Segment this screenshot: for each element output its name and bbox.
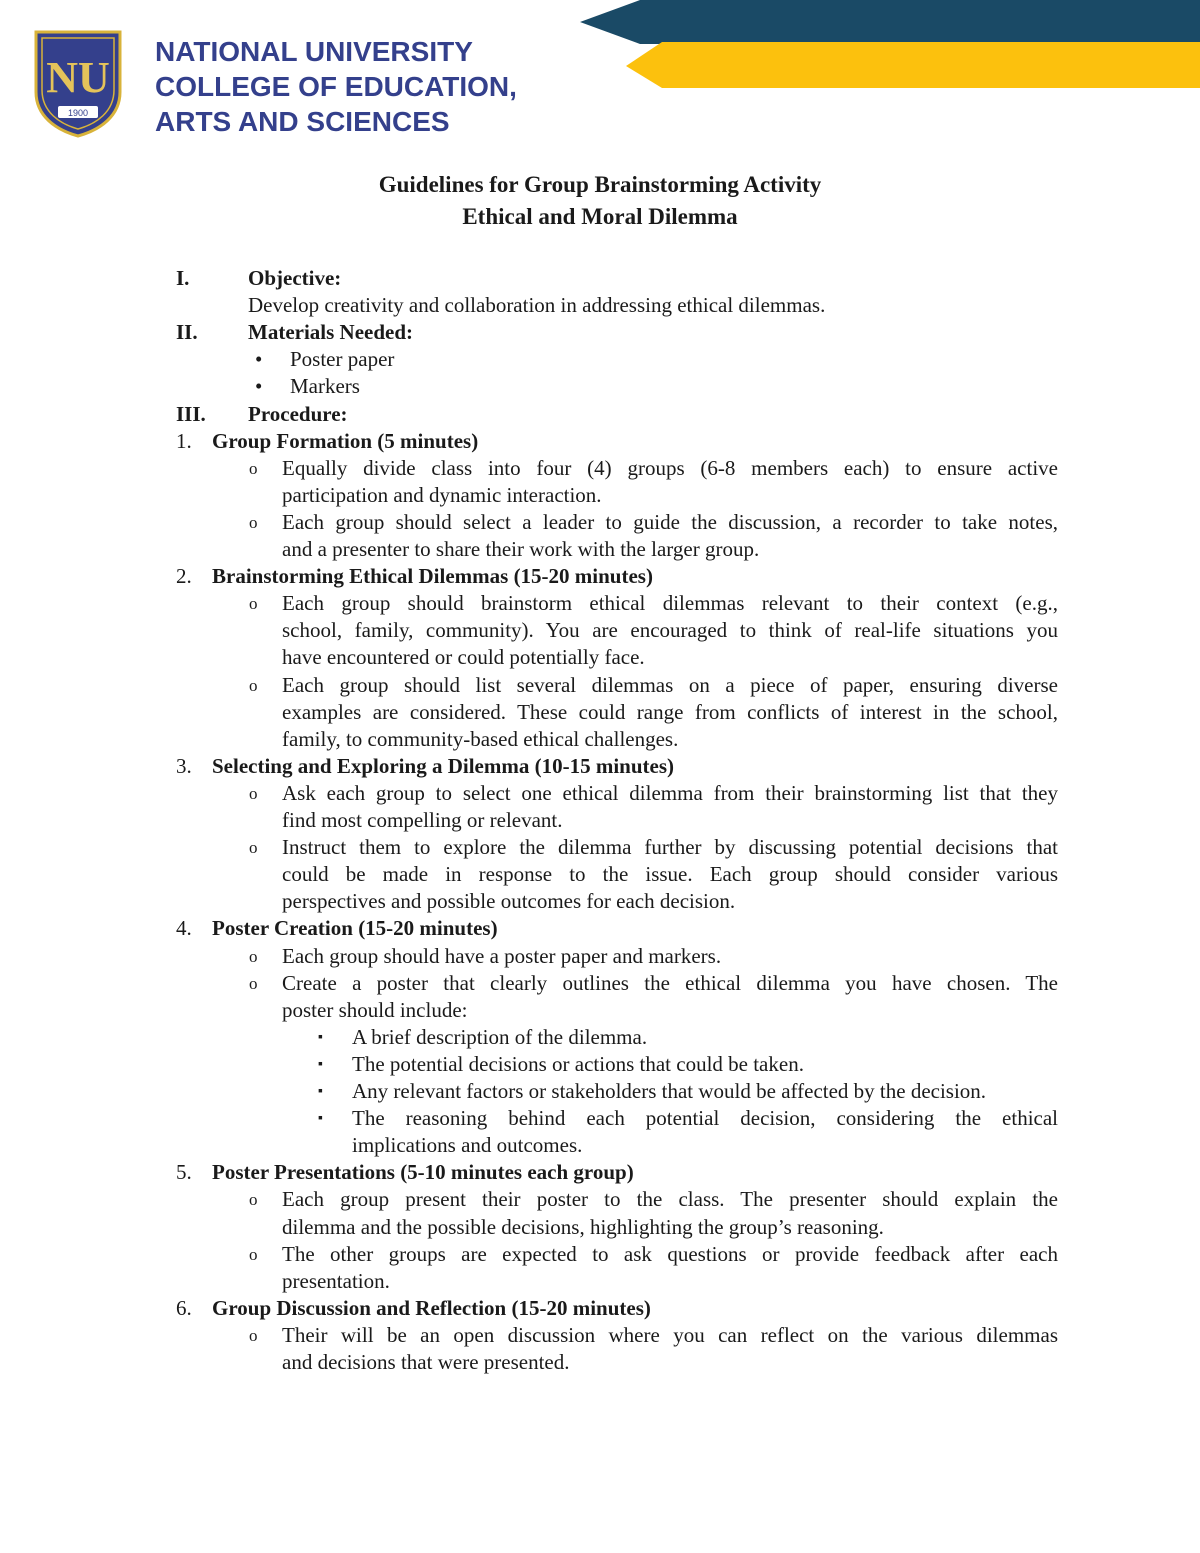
- step-title: Group Formation (5 minutes): [212, 428, 479, 453]
- section-numeral: III.: [176, 401, 206, 426]
- step-bullet-line: and a presenter to share their work with the larger group.: [282, 537, 760, 561]
- institution-name: [155, 34, 517, 139]
- step-number: 2.: [176, 564, 192, 589]
- section-heading-procedure: Procedure:: [248, 401, 348, 426]
- section-heading-materials: Materials Needed:: [248, 320, 414, 345]
- step-bullet-line: poster should include:: [282, 997, 468, 1022]
- square-bullet-icon: ▪: [318, 1056, 323, 1072]
- materials-item: Poster paper: [290, 347, 395, 372]
- step-bullet-line: participation and dynamic interaction.: [282, 482, 602, 507]
- document-subtitle: Ethical and Moral Dilemma: [462, 204, 738, 229]
- step-bullet-line: Equally divide class into four (4) groups (6-8 members each) to ensure active: [282, 455, 1058, 480]
- circle-bullet-icon: o: [249, 1190, 258, 1210]
- step-bullet-line: find most compelling or relevant.: [282, 808, 563, 832]
- circle-bullet-icon: o: [249, 838, 258, 858]
- letterhead: [0, 0, 1200, 150]
- seal-letters: NU: [46, 53, 110, 102]
- seal-year: 1900: [67, 108, 89, 118]
- circle-bullet-icon: o: [249, 594, 258, 614]
- square-bullet-icon: ▪: [318, 1029, 323, 1045]
- step-bullet-line: Instruct them to explore the dilemma further by discussing potential decisions that: [282, 835, 1058, 860]
- step-number: 6.: [176, 1295, 192, 1320]
- circle-bullet-icon: o: [249, 1244, 258, 1264]
- step-bullet-line: perspectives and possible outcomes for each decision.: [282, 889, 736, 914]
- section-numeral: II.: [176, 320, 198, 345]
- step-bullet-line: school, family, community). You are encouraged to think of real-life situations you: [282, 618, 1058, 643]
- step-bullet-line: Ask each group to select one ethical dilemma from their brainstorming list that they: [282, 780, 1058, 805]
- step-bullet-line: have encountered or could potentially face.: [282, 645, 645, 670]
- step-title: Selecting and Exploring a Dilemma (10-15 minutes): [212, 753, 674, 778]
- step-bullet-line: The other groups are expected to ask questions or provide feedback after each: [282, 1241, 1058, 1266]
- step-number: 3.: [176, 753, 192, 778]
- step-title: Poster Creation (15-20 minutes): [212, 916, 498, 941]
- bullet-icon: •: [255, 374, 263, 399]
- step-title: Brainstorming Ethical Dilemmas (15-20 minutes): [212, 564, 653, 589]
- objective-text: Develop creativity and collaboration in addressing ethical dilemmas.: [248, 293, 826, 318]
- bullet-icon: •: [255, 347, 263, 372]
- section-numeral: I.: [176, 266, 190, 290]
- step-bullet-line: Each group should brainstorm ethical dilemmas relevant to their context (e.g.,: [282, 591, 1058, 616]
- step-bullet-line: Create a poster that clearly outlines the ethical dilemma you have chosen. The: [282, 970, 1058, 995]
- document-title: Guidelines for Group Brainstorming Activity: [378, 172, 822, 197]
- circle-bullet-icon: o: [249, 675, 258, 695]
- step-bullet-line: Their will be an open discussion where you can reflect on the various dilemmas: [282, 1322, 1058, 1347]
- circle-bullet-icon: o: [249, 512, 258, 532]
- institution-line-2: COLLEGE OF EDUCATION,: [155, 71, 517, 102]
- step-bullet-line: presentation.: [282, 1268, 390, 1293]
- institution-line-1: NATIONAL UNIVERSITY: [155, 36, 473, 67]
- square-bullet-icon: ▪: [318, 1084, 323, 1099]
- step-bullet-line: Each group present their poster to the class. The presenter should explain the: [282, 1187, 1058, 1212]
- step-bullet-line: examples are considered. These could range from conflicts of interest in the school,: [282, 699, 1058, 724]
- university-seal-icon: [30, 26, 126, 138]
- step-bullet-line: family, to community-based ethical challenges.: [282, 726, 679, 751]
- step-bullet-line: dilemma and the possible decisions, highlighting the group’s reasoning.: [282, 1214, 884, 1239]
- step-number: 1.: [176, 428, 192, 453]
- step-subbullet-line: The reasoning behind each potential decision, considering the ethical: [352, 1106, 1058, 1131]
- circle-bullet-icon: o: [249, 973, 258, 993]
- step-subbullet-line: implications and outcomes.: [352, 1133, 583, 1158]
- institution-line-3: ARTS AND SCIENCES: [155, 106, 450, 137]
- step-subbullet-line: A brief description of the dilemma.: [352, 1024, 648, 1049]
- step-number: 5.: [176, 1160, 192, 1185]
- step-subbullet-line: The potential decisions or actions that could be taken.: [352, 1051, 804, 1076]
- circle-bullet-icon: o: [249, 946, 258, 966]
- step-bullet-line: Each group should have a poster paper and markers.: [282, 943, 722, 968]
- step-bullet-line: and decisions that were presented.: [282, 1350, 570, 1374]
- step-bullet-line: Each group should list several dilemmas on a piece of paper, ensuring diverse: [282, 672, 1058, 697]
- square-bullet-icon: ▪: [318, 1111, 323, 1127]
- step-bullet-line: could be made in response to the issue. Each group should consider various: [282, 862, 1058, 887]
- materials-item: Markers: [290, 374, 360, 399]
- step-bullet-line: Each group should select a leader to guide the discussion, a recorder to take notes,: [282, 509, 1058, 534]
- navy-band: [580, 0, 1200, 44]
- step-title: Group Discussion and Reflection (15-20 minutes): [212, 1295, 651, 1320]
- step-title: Poster Presentations (5-10 minutes each group): [212, 1160, 634, 1185]
- circle-bullet-icon: o: [249, 1325, 258, 1345]
- section-heading-objective: Objective:: [248, 266, 342, 290]
- gold-band: [626, 42, 1200, 88]
- circle-bullet-icon: o: [249, 458, 258, 478]
- circle-bullet-icon: o: [249, 783, 258, 803]
- step-subbullet-line: Any relevant factors or stakeholders that would be affected by the decision.: [352, 1079, 987, 1103]
- step-number: 4.: [176, 916, 192, 941]
